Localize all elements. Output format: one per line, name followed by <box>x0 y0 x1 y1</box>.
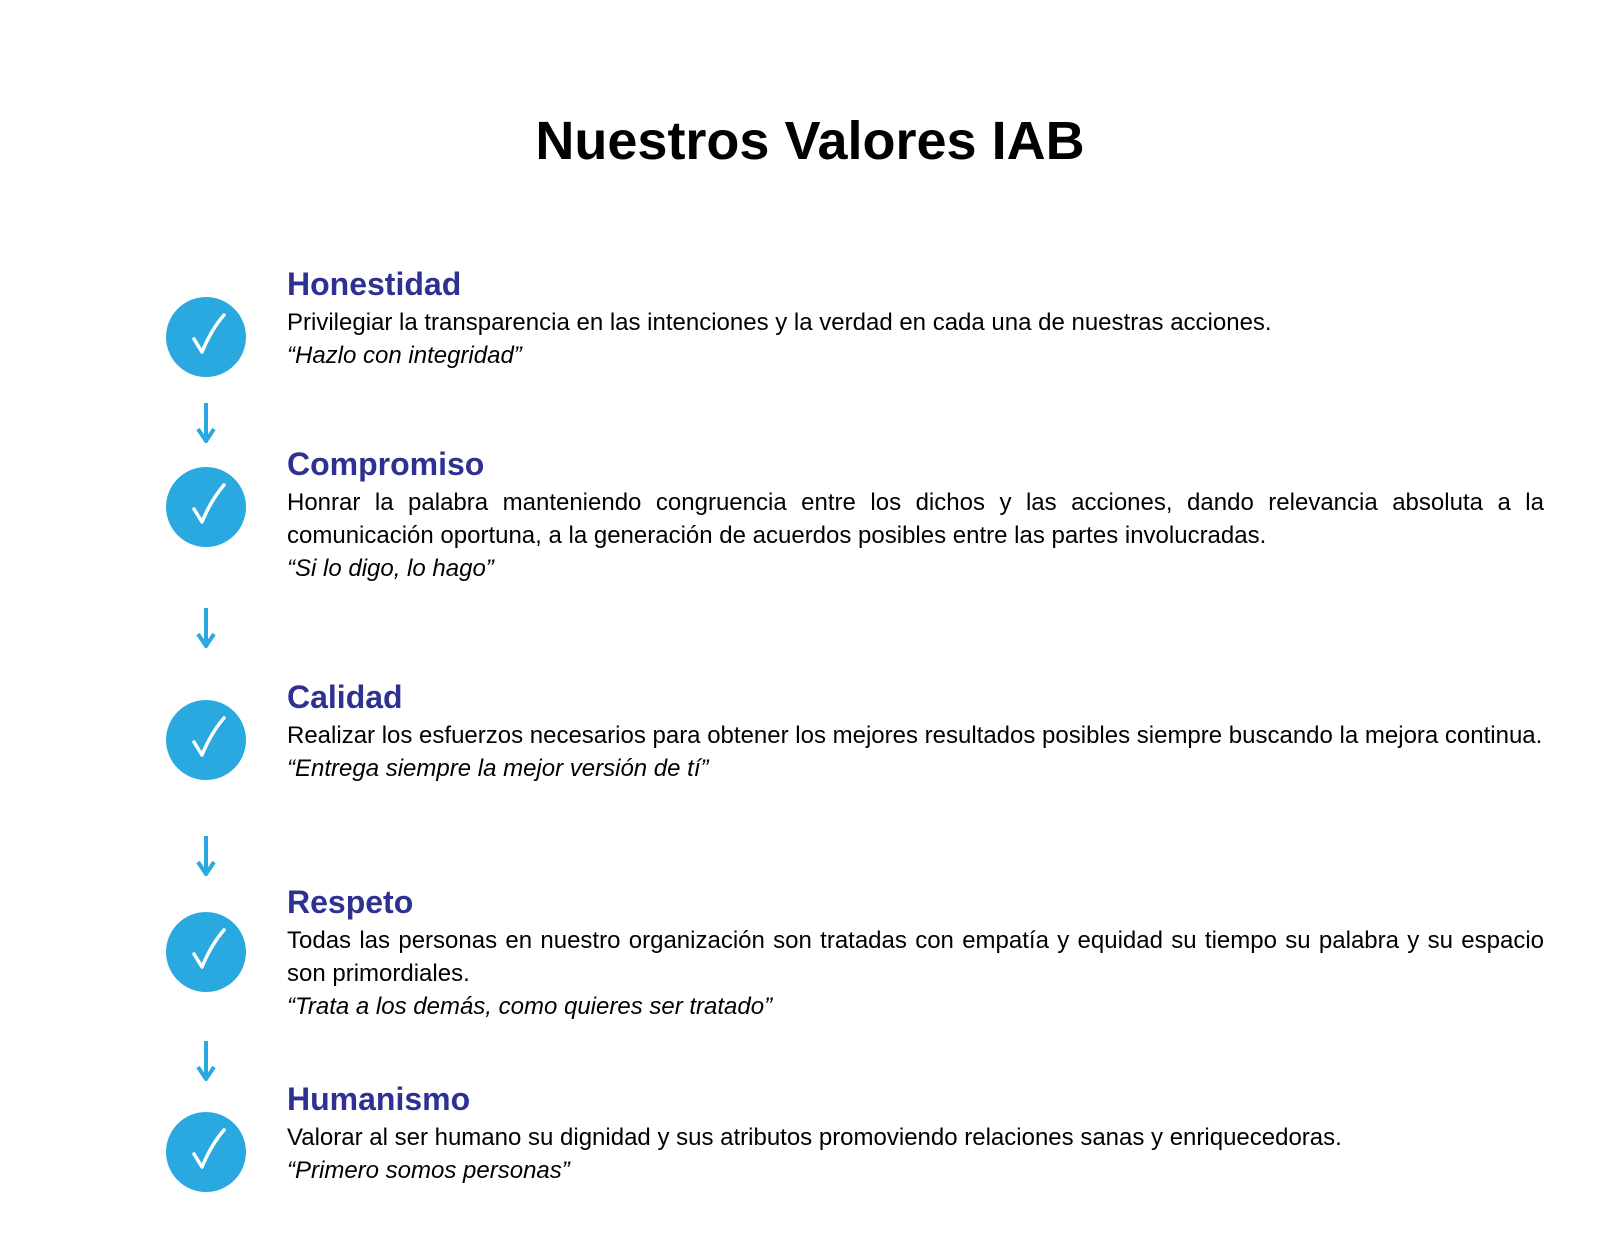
value-title: Respeto <box>287 884 414 920</box>
value-motto: “Entrega siempre la mejor versión de tí” <box>287 755 709 782</box>
arrow-down-icon <box>196 1039 216 1081</box>
value-title: Humanismo <box>287 1081 471 1117</box>
value-title: Calidad <box>287 679 403 715</box>
value-description: Valorar al ser humano su dignidad y sus atributos promoviendo relaciones sanas y enriquecedoras. <box>287 1124 1342 1151</box>
arrow-down-icon <box>196 401 216 443</box>
value-description: Honrar la palabra manteniendo congruencia entre los dichos y las acciones, dando relevancia absoluta a la comunicación oportuna, a la generación de acuerdos posibles entre las partes involucradas. <box>287 489 1544 549</box>
value-title: Compromiso <box>287 446 485 482</box>
value-item-calidad <box>287 677 1544 785</box>
arrow-down-icon <box>196 606 216 648</box>
value-item-compromiso <box>287 444 1544 585</box>
check-icon <box>166 912 246 992</box>
check-icon <box>166 467 246 547</box>
value-item-honestidad <box>287 264 1544 372</box>
value-title: Honestidad <box>287 266 462 302</box>
value-motto: “Trata a los demás, como quieres ser tratado” <box>287 993 773 1020</box>
value-description: Privilegiar la transparencia en las intenciones y la verdad en cada una de nuestras acciones. <box>287 309 1272 336</box>
check-icon <box>166 297 246 377</box>
value-item-humanismo <box>287 1079 1544 1187</box>
value-motto: “Si lo digo, lo hago” <box>287 555 494 582</box>
value-description: Todas las personas en nuestro organización son tratadas con empatía y equidad su tiempo su palabra y su espacio son primordiales. <box>287 927 1544 987</box>
check-icon <box>166 700 246 780</box>
value-description: Realizar los esfuerzos necesarios para obtener los mejores resultados posibles siempre buscando la mejora continua. <box>287 722 1543 749</box>
value-item-respeto <box>287 882 1544 1023</box>
check-icon <box>166 1112 246 1192</box>
value-motto: “Hazlo con integridad” <box>287 342 522 369</box>
page-title: Nuestros Valores IAB <box>535 111 1085 171</box>
value-motto: “Primero somos personas” <box>287 1157 570 1184</box>
arrow-down-icon <box>196 834 216 876</box>
